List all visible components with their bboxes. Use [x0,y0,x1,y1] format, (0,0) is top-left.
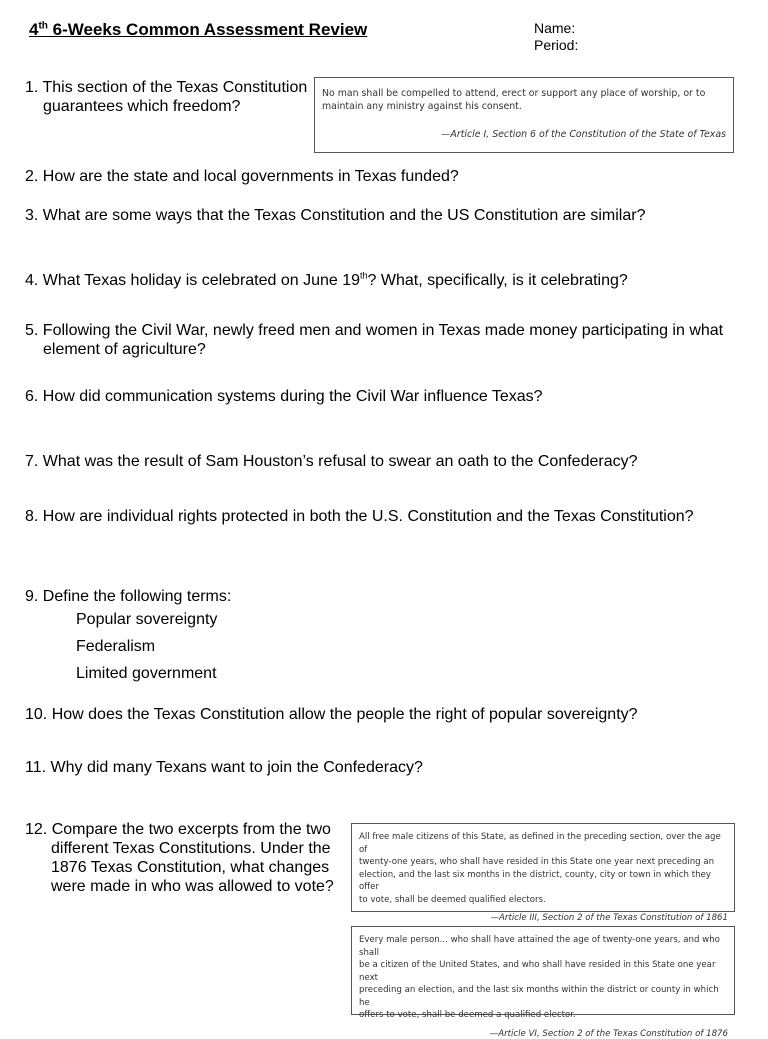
question-number: 7. [25,453,39,470]
quote-box-1876 [351,926,735,1039]
question-text-line: were made in who was allowed to vote? [51,878,334,895]
question-number: 6. [25,388,39,405]
quote-line: preceding an election, and the last six months within the district or county in which he [359,985,719,1008]
question-number: 1. [25,79,39,96]
question-11 [25,758,423,777]
question-text: How does the Texas Constitution allow the people the right of popular sovereignty? [51,706,638,723]
question-number: 2. [25,168,39,185]
superscript: th [360,270,368,281]
question-text-line: guarantees which freedom? [43,98,241,115]
quote-line: No man shall be compelled to attend, erect or support any place of worship, or to [322,88,706,99]
question-text-line: 1876 Texas Constitution, what changes [51,859,330,876]
quote-line: twenty-one years, who shall have resided in this State one year next preceding an [359,857,715,867]
question-text-line: different Texas Constitutions. Under the [51,840,331,857]
term-limited-government: Limited government [76,665,217,682]
question-4 [25,271,628,290]
term-popular-sovereignty: Popular sovereignty [76,611,218,628]
question-2 [25,167,459,186]
question-text-line: Compare the two excerpts from the two [51,821,331,838]
quote-line: be a citizen of the United States, and who shall have resided in this State one year next [359,960,716,983]
question-text: How are the state and local governments in Texas funded? [42,168,459,185]
question-text: Why did many Texans want to join the Confederacy? [50,759,423,776]
question-number: 8. [25,508,39,525]
question-7 [25,452,637,471]
quote-line: offers to vote, shall be deemed a qualified elector. [359,1010,576,1020]
quote-line: maintain any ministry against his consent. [322,101,522,112]
question-number: 12. [25,821,48,838]
quote-box-1861 [351,823,735,923]
question-5 [25,321,723,359]
question-text: What was the result of Sam Houston’s refusal to swear an oath to the Confederacy? [42,453,638,470]
question-number: 10. [25,706,48,723]
page-title [29,20,367,40]
question-text-line: Following the Civil War, newly freed men and women in Texas made money participating in what [42,322,724,339]
question-12 [25,820,334,896]
title-text: 6-Weeks Common Assessment Review [47,20,368,39]
question-text: How are individual rights protected in both the U.S. Constitution and the Texas Constitution? [42,508,694,525]
question-text-line: element of agriculture? [43,341,206,358]
name-period-block [534,20,578,54]
quote-line: Every male person... who shall have attained the age of twenty-one years, and who shall [359,935,720,958]
question-10 [25,705,638,724]
question-number: 9. [25,588,39,605]
question-text: What are some ways that the Texas Constitution and the US Constitution are similar? [42,207,646,224]
question-1 [25,78,307,116]
question-6 [25,387,543,406]
question-9 [25,587,231,606]
title-ordinal: 4 [29,20,39,39]
question-number: 5. [25,322,39,339]
quote-line: election, and the last six months in the district, county, city or town in which they offer [359,869,711,892]
question-text: Define the following terms: [42,588,232,605]
quote-source: —Article VI, Section 2 of the Texas Constitution of 1876 [489,1028,728,1039]
question-text: How did communication systems during the Civil War influence Texas? [42,388,543,405]
name-label: Name: [534,20,576,36]
quote-line: All free male citizens of this State, as defined in the preceding section, over the age of [359,832,721,855]
title-ordinal-suffix: th [38,20,48,32]
question-3 [25,206,645,225]
question-number: 3. [25,207,39,224]
question-8 [25,507,694,526]
period-label: Period: [534,37,579,53]
question-number: 11. [25,759,47,776]
quote-source: —Article I, Section 6 of the Constitution of the State of Texas [441,129,726,140]
question-number: 4. [25,272,39,289]
term-federalism: Federalism [76,638,156,655]
quote-source: —Article III, Section 2 of the Texas Constitution of 1861 [490,913,728,923]
question-text-b: ? What, specifically, is it celebrating? [367,272,628,289]
question-text-a: What Texas holiday is celebrated on June 19 [42,272,361,289]
quote-line: to vote, shall be deemed qualified electors. [359,894,546,905]
question-text-line: This section of the Texas Constitution [42,79,308,96]
quote-box-article-1 [314,77,734,153]
